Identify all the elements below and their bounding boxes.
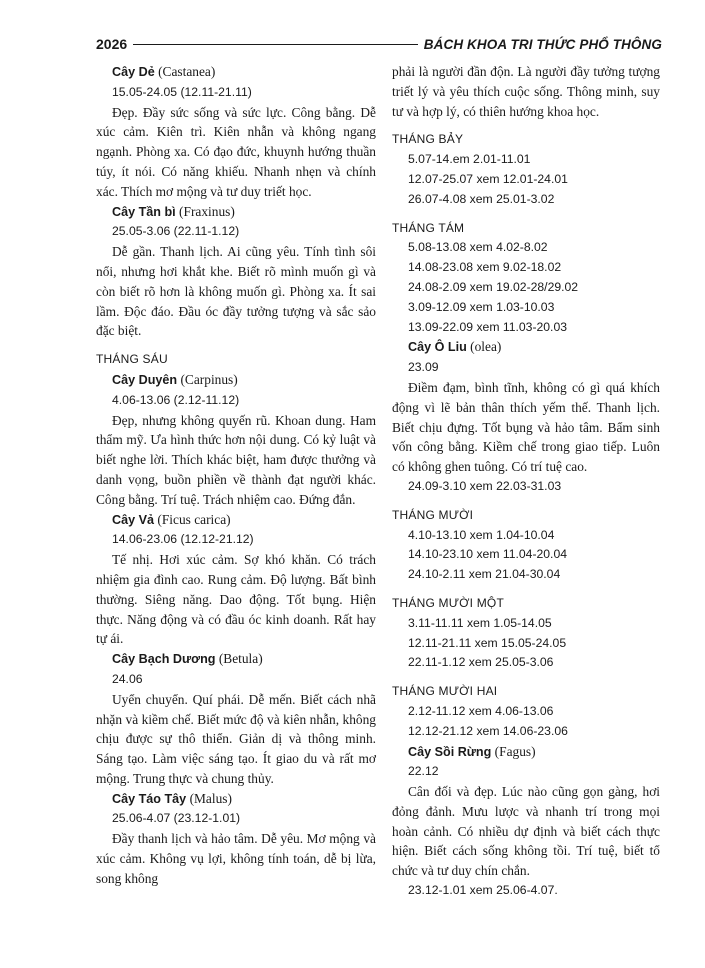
entry-text: Đẹp. Đầy sức sống và sức lực. Công bằng. Dễ xúc cảm. Kiên trì. Kiên nhẫn và không ngang ngạnh. Phòng xa. Có đạo đức, khuynh hướng thuần túy, ít nói. Có năng khiếu. Nhanh nhẹn và chính xác. Thích mơ mộng và tư duy triết học. [96,104,376,199]
entry-heading [96,62,376,83]
entry-dates: 25.06-4.07 (23.12-1.01) [112,811,241,826]
entry-text: Đầy thanh lịch và hảo tâm. Dễ yêu. Mơ mộng và xúc cảm. Không vụ lợi, không tính toán, dễ bị lừa, song không [96,831,376,886]
cross-reference: 5.07-14.em 2.01-11.01 [408,152,531,167]
latin-name: (Fagus) [494,743,536,759]
cross-reference: 24.09-3.10 xem 22.03-31.03 [408,478,562,493]
month-heading: THÁNG TÁM [392,220,465,235]
cross-reference: 26.07-4.08 xem 25.01-3.02 [408,191,555,206]
cross-reference: 14.08-23.08 xem 9.02-18.02 [408,260,562,275]
cross-reference: 14.10-23.10 xem 11.04-20.04 [408,547,568,562]
month-heading: THÁNG MƯỜI HAI [392,684,498,699]
entry-heading [392,337,660,358]
left-column [96,62,376,889]
latin-name: (Malus) [189,790,232,806]
tree-name: Cây Vả [112,512,155,527]
month-heading: THÁNG MƯỜI [392,507,474,522]
cross-reference: 12.07-25.07 xem 12.01-24.01 [408,171,568,186]
entry-heading [96,510,376,531]
entry-dates: 22.12 [408,764,439,779]
cross-reference: 24.08-2.09 xem 19.02-28/29.02 [408,279,579,294]
latin-name: (Castanea) [158,64,216,79]
month-heading: THÁNG SÁU [96,352,168,367]
entry-text: Uyển chuyển. Quí phái. Dễ mến. Biết cách nhã nhặn và kiềm chế. Biết mức độ và kiên nhẫn, không chịu được sự thô thiển. Giản dị và thông minh. Sáng tạo. Làm việc sáng tạo. Ít giao du và rất mơ mộng. Trung thực và chung thủy. [96,691,376,786]
tree-name: Cây Duyên [112,372,178,387]
latin-name: (Ficus carica) [157,511,231,527]
tree-name: Cây Sồi Rừng [408,744,492,759]
cross-reference: 22.11-1.12 xem 25.05-3.06 [408,655,554,670]
tree-name: Cây Ô Liu [408,340,467,355]
month-heading: THÁNG MƯỜI MỘT [392,595,504,610]
page-header [96,33,662,55]
cross-reference: 23.12-1.01 xem 25.06-4.07. [408,883,558,898]
entry-heading [96,789,376,810]
entry-dates: 24.06 [112,671,143,686]
latin-name: (Fraxinus) [179,203,235,219]
entry-dates: 14.06-23.06 (12.12-21.12) [112,532,254,547]
entry-dates: 25.05-3.06 (22.11-1.12) [112,224,240,239]
cross-reference: 4.10-13.10 xem 1.04-10.04 [408,527,555,542]
tree-name: Cây Táo Tây [112,791,187,806]
entry-dates: 15.05-24.05 (12.11-21.11) [112,84,252,99]
entry-heading [96,649,376,670]
cross-reference: 2.12-11.12 xem 4.06-13.06 [408,703,554,718]
entry-text: Đẹp, nhưng không quyến rũ. Khoan dung. Ham thẩm mỹ. Ưa hình thức hơn nội dung. Có kỷ luật và biết nghe lời. Thích khác biệt, ham được thưởng và danh vọng, buồn phiền về thành đạt người khác. Công bằng. Trí tuệ. Trách nhiệm cao. Đứng đắn. [96,412,376,507]
cross-reference: 5.08-13.08 xem 4.02-8.02 [408,240,548,255]
tree-name: Cây Dẻ [112,65,155,79]
entry-text: Điềm đạm, bình tĩnh, không có gì quá khích động vì lẽ bản thân thích yếm thế. Thanh lịch. Biết chịu đựng. Tốt bụng và hảo tâm. Bẩm sinh vốn công bằng. Kiềm chế trong giao tiếp. Luôn có không ghen tuông. Có trí tuệ cao. [392,379,660,475]
month-heading: THÁNG BẢY [392,132,464,147]
page-number: 2026 [96,36,128,52]
entry-dates: 4.06-13.06 (2.12-11.12) [112,392,240,407]
entry-text: Dễ gần. Thanh lịch. Ai cũng yêu. Tính tình sôi nổi, nhưng hơi khắt khe. Biết rõ mình muốn gì và còn biết rõ hơn là không muốn gì. Phòng xa. Ít sai lầm. Độc đáo. Đầu óc đầy tưởng tượng và sắc sảo đặc biệt. [96,244,376,339]
cross-reference: 24.10-2.11 xem 21.04-30.04 [408,567,561,582]
tree-name: Cây Tần bì [112,204,176,219]
entry-text: Cân đối và đẹp. Lúc nào cũng gọn gàng, hơi đỏng đảnh. Mưu lược và nhanh trí trong mọi hoàn cảnh. Có nhiều dự định và biết cách thực hiện. Biết cách sống không tồi. Trí tuệ, biết tổ chức và tư duy chín chắn. [392,784,660,879]
running-title: BÁCH KHOA TRI THỨC PHỔ THÔNG [423,36,662,52]
cross-reference: 3.09-12.09 xem 1.03-10.03 [408,299,555,314]
cross-reference: 12.12-21.12 xem 14.06-23.06 [408,723,568,738]
entry-heading [96,202,376,223]
header-rule [133,44,418,45]
entry-heading [96,370,376,391]
entry-heading [392,742,660,763]
tree-name: Cây Bạch Dương [112,652,216,667]
entry-dates: 23.09 [408,360,439,375]
latin-name: (Carpinus) [180,371,238,387]
latin-name: (Betula) [218,651,263,667]
cross-reference: 13.09-22.09 xem 11.03-20.03 [408,319,568,334]
right-column [392,62,660,901]
continued-text: phải là người đần độn. Là người đầy tưởng tượng triết lý và yêu thích cuộc sống. Thông minh, suy tư và hợp lý, có thiên hướng khoa học. [392,64,660,119]
entry-text: Tế nhị. Hơi xúc cảm. Sợ khó khăn. Có trách nhiệm gia đình cao. Rung cảm. Độ lượng. Bất bình thường. Siêng năng. Dao động. Tốt bụng. Hiện thực. Năng động và có đầu óc kinh doanh. Rất hay tự ái. [96,552,376,647]
cross-reference: 12.11-21.11 xem 15.05-24.05 [408,635,567,650]
cross-reference: 3.11-11.11 xem 1.05-14.05 [408,615,552,630]
latin-name: (olea) [470,339,502,355]
